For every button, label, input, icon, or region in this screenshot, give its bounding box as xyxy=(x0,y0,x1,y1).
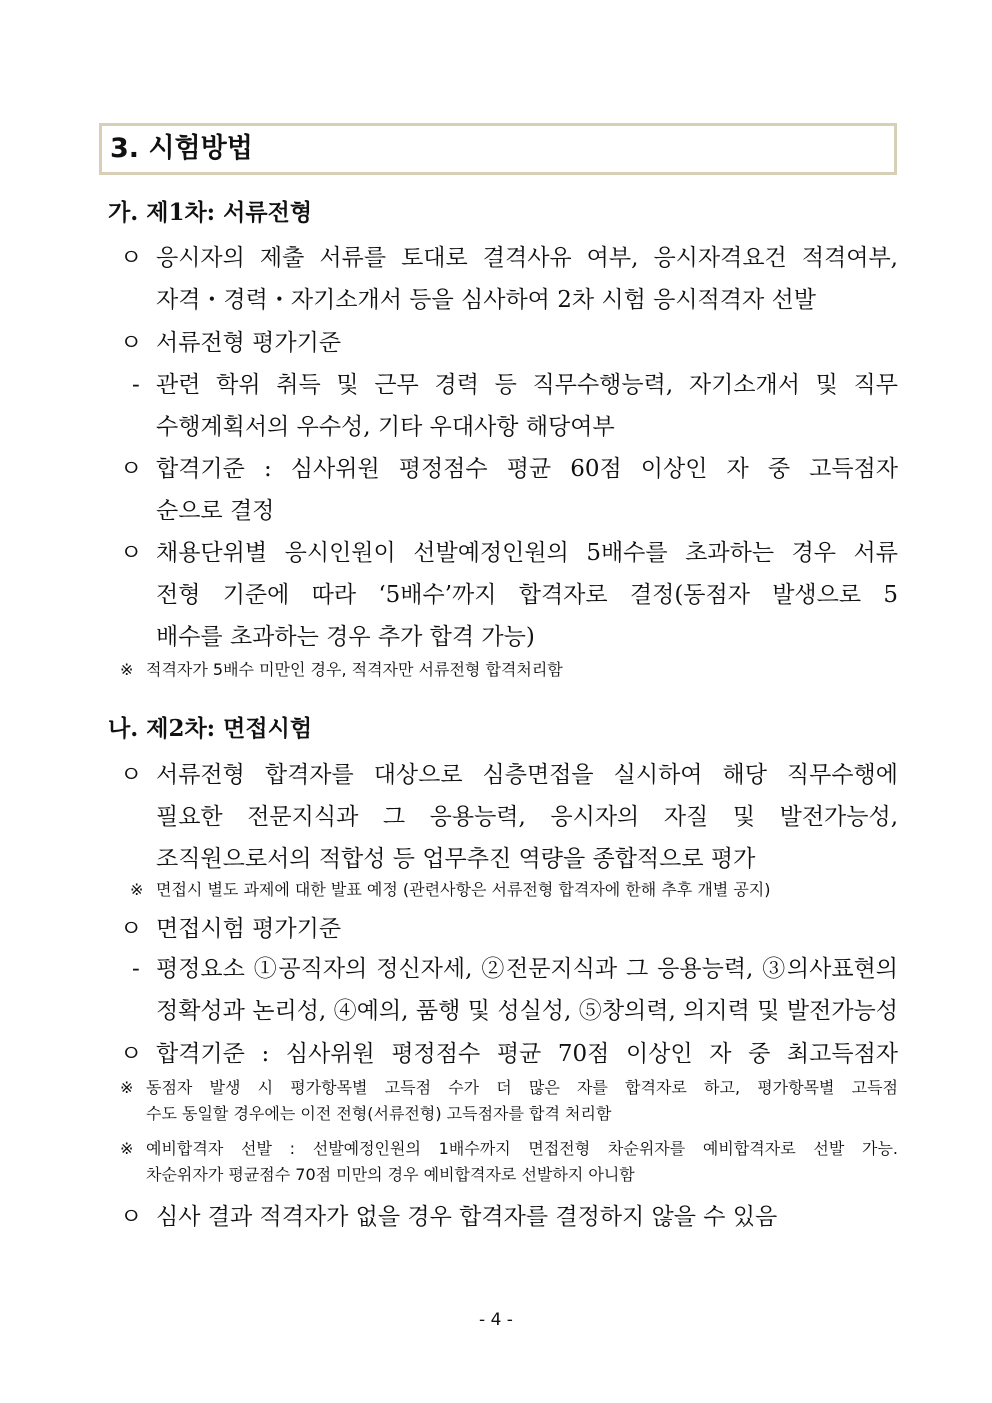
text-line: 조직원으로서의 적합성 등 업무추진 역량을 종합적으로 평가 xyxy=(156,846,756,872)
text-line: 배수를 초과하는 경우 추가 합격 가능) xyxy=(156,624,535,650)
note-mark: ※ xyxy=(120,660,134,679)
text-line: 응시자의 제출 서류를 토대로 결격사유 여부, 응시자격요건 적격여부, xyxy=(156,245,898,271)
text-line: 순으로 결정 xyxy=(156,498,275,524)
part2-note2 xyxy=(120,1075,898,1129)
dash-mark: - xyxy=(132,956,140,982)
note-text: 예비합격자 선발 : 선발예정인원의 1배수까지 면접전형 차순위자를 예비합격자로 선발 가능. xyxy=(146,1139,898,1158)
subheading-part2: 나. 제2차: 면접시험 xyxy=(108,715,313,742)
text-line: 서류전형 합격자를 대상으로 심층면접을 실시하여 해당 직무수행에 xyxy=(156,762,898,788)
text-line: 전형 기준에 따라 ‘5배수’까지 합격자로 결정(동점자 발생으로 5 xyxy=(156,582,898,608)
note-text: 면접시 별도 과제에 대한 발표 예정 (관련사항은 서류전형 합격자에 한해 추후 개별 공지) xyxy=(156,880,771,899)
page-number: - 4 - xyxy=(479,1310,513,1330)
part1-item4 xyxy=(120,532,898,658)
note-text: 동점자 발생 시 평가항목별 고득점 수가 더 많은 자를 합격자로 하고, 평가항목별 고득점 xyxy=(146,1078,898,1097)
text-line: 정확성과 논리성, ④예의, 품행 및 성실성, ⑤창의력, 의지력 및 발전가능성 xyxy=(156,998,898,1024)
part1-dash1 xyxy=(120,364,898,448)
part1-item2 xyxy=(120,322,898,364)
bullet-circle-mark: ㅇ xyxy=(120,762,143,788)
note-mark: ※ xyxy=(130,880,144,899)
part2-note3 xyxy=(120,1136,898,1190)
note-text: 수도 동일할 경우에는 이전 전형(서류전형) 고득점자를 합격 처리함 xyxy=(146,1104,612,1123)
bullet-circle-mark: ㅇ xyxy=(120,916,143,942)
note-mark: ※ xyxy=(120,1139,134,1158)
part2-item3 xyxy=(120,1033,898,1075)
text-line: 심사 결과 적격자가 없을 경우 합격자를 결정하지 않을 수 있음 xyxy=(156,1204,778,1230)
part1-item1 xyxy=(120,237,898,321)
bullet-circle-mark: ㅇ xyxy=(120,330,143,356)
text-line: 수행계획서의 우수성, 기타 우대사항 해당여부 xyxy=(156,414,615,440)
part2-note1 xyxy=(130,877,898,903)
bullet-circle-mark: ㅇ xyxy=(120,456,143,482)
text-line: 면접시험 평가기준 xyxy=(156,916,342,942)
dash-mark: - xyxy=(132,372,140,398)
text-line: 합격기준 : 심사위원 평정점수 평균 60점 이상인 자 중 고득점자 xyxy=(156,456,898,482)
text-line: 서류전형 평가기준 xyxy=(156,330,342,356)
part2-item2 xyxy=(120,908,898,950)
part2-item4 xyxy=(120,1196,898,1238)
part1-note1 xyxy=(120,657,898,683)
note-text: 차순위자가 평균점수 70점 미만의 경우 예비합격자로 선발하지 아니함 xyxy=(146,1165,635,1184)
text-line: 관련 학위 취득 및 근무 경력 등 직무수행능력, 자기소개서 및 직무 xyxy=(156,372,898,398)
note-mark: ※ xyxy=(120,1078,134,1097)
bullet-circle-mark: ㅇ xyxy=(120,1204,143,1230)
bullet-circle-mark: ㅇ xyxy=(120,245,143,271)
text-line: 채용단위별 응시인원이 선발예정인원의 5배수를 초과하는 경우 서류 xyxy=(156,540,898,566)
text-line: 합격기준 : 심사위원 평정점수 평균 70점 이상인 자 중 최고득점자 xyxy=(156,1041,898,1067)
part2-item1 xyxy=(120,754,898,880)
bullet-circle-mark: ㅇ xyxy=(120,1041,143,1067)
bullet-circle-mark: ㅇ xyxy=(120,540,143,566)
part2-dash1 xyxy=(120,948,898,1032)
section-title: 3. 시험방법 xyxy=(99,123,897,175)
part1-item3 xyxy=(120,448,898,532)
text-line: 평정요소 ①공직자의 정신자세, ②전문지식과 그 응용능력, ③의사표현의 xyxy=(156,956,898,982)
subheading-part1: 가. 제1차: 서류전형 xyxy=(108,199,313,226)
text-line: 자격・경력・자기소개서 등을 심사하여 2차 시험 응시적격자 선발 xyxy=(156,287,816,313)
note-text: 적격자가 5배수 미만인 경우, 적격자만 서류전형 합격처리함 xyxy=(146,660,563,679)
text-line: 필요한 전문지식과 그 응용능력, 응시자의 자질 및 발전가능성, xyxy=(156,804,898,830)
